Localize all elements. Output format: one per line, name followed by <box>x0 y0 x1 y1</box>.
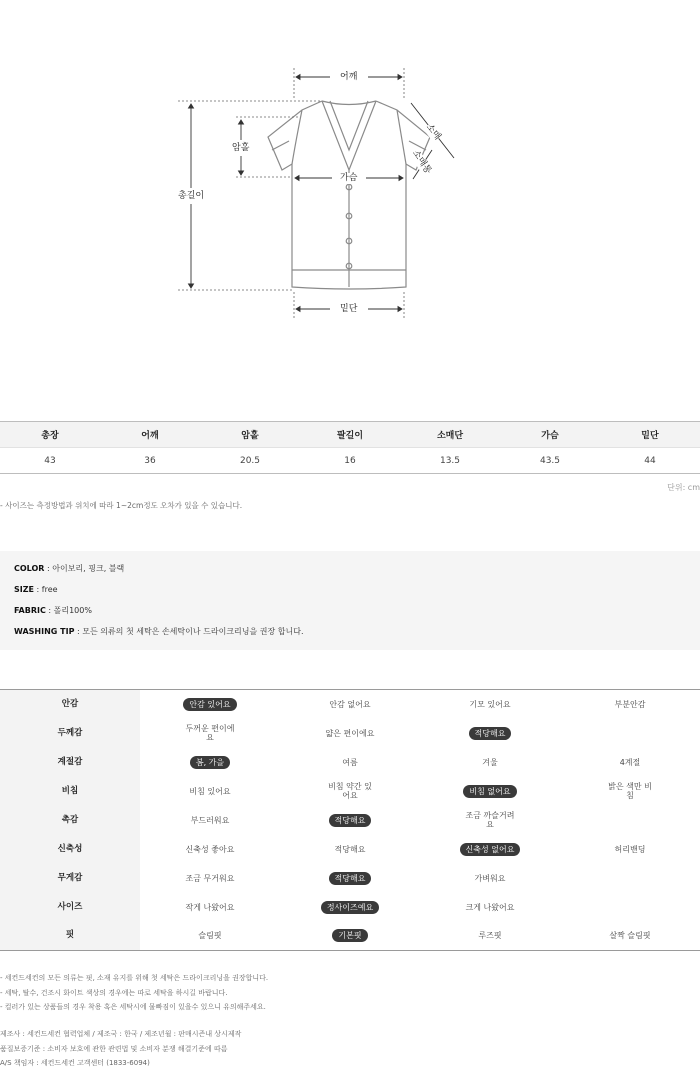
info-washing-value: : 모든 의류의 첫 세탁은 손세탁이나 드라이크리닝을 권장 합니다. <box>74 627 304 636</box>
fit-row <box>0 864 700 893</box>
fit-option-cell <box>280 777 420 806</box>
fit-option: 슬림핏 <box>198 931 222 941</box>
fit-row-label: 핏 <box>0 922 140 951</box>
fit-option-cell <box>280 835 420 864</box>
fit-option-cell <box>140 777 280 806</box>
fit-row <box>0 690 700 719</box>
fit-row-label: 계절감 <box>0 748 140 777</box>
fit-row-label: 무게감 <box>0 864 140 893</box>
fit-option-cell <box>280 806 420 835</box>
size-table <box>0 421 700 474</box>
fit-option-cell <box>560 748 700 777</box>
fit-row <box>0 719 700 748</box>
fit-row <box>0 777 700 806</box>
info-color <box>14 563 700 584</box>
manufacturer-info <box>0 1027 241 1069</box>
fit-option: 크게 나왔어요 <box>465 902 515 912</box>
info-washing-label: WASHING TIP <box>14 627 75 636</box>
fit-option: 루즈핏 <box>478 931 502 941</box>
info-size <box>14 584 700 605</box>
fit-option-cell <box>560 893 700 922</box>
info-fabric-value: : 폴리100% <box>45 606 92 615</box>
fit-option-cell <box>420 922 560 951</box>
fit-row <box>0 893 700 922</box>
fit-option-selected: 비침 없어요 <box>463 785 516 798</box>
care-note: - 세탁, 탈수, 건조시 화이트 색상의 경우에는 따로 세탁을 하시길 바랍니다. <box>0 988 228 997</box>
size-value-cell: 44 <box>600 448 700 474</box>
fit-option: 살짝 슬림핏 <box>609 931 651 941</box>
fit-option: 4계절 <box>619 757 641 767</box>
fit-option-cell <box>280 748 420 777</box>
fit-row-label: 안감 <box>0 690 140 719</box>
fit-option-cell <box>280 719 420 748</box>
fit-option: 부분안감 <box>614 699 646 709</box>
cardigan-illustration <box>0 0 700 400</box>
fit-table <box>0 689 700 951</box>
fit-option-cell <box>420 864 560 893</box>
size-value-cell: 43.5 <box>500 448 600 474</box>
manufacturer-line: A/S 책임자 : 세컨드세컨 고객센터 (1833-6094) <box>0 1059 150 1067</box>
fit-option: 겨울 <box>482 757 498 767</box>
size-header-cell: 암홀 <box>200 422 300 448</box>
fit-option-cell <box>140 690 280 719</box>
size-value-cell: 13.5 <box>400 448 500 474</box>
fit-option-cell <box>280 893 420 922</box>
size-header-cell: 밑단 <box>600 422 700 448</box>
fit-option-cell <box>280 690 420 719</box>
care-notes <box>0 971 268 1015</box>
fit-row <box>0 806 700 835</box>
manufacturer-line: 품질보증기준 : 소비자 보호에 관한 관련법 및 소비자 분쟁 해결기준에 따름 <box>0 1044 228 1053</box>
size-header-cell: 팔길이 <box>300 422 400 448</box>
fit-option: 적당해요 <box>334 844 366 854</box>
fit-row <box>0 748 700 777</box>
fit-option-cell <box>420 690 560 719</box>
fit-option-selected: 봄, 가을 <box>190 756 230 769</box>
fit-option-cell <box>560 835 700 864</box>
fit-option-cell <box>420 719 560 748</box>
diagram-label-shoulder: 어깨 <box>340 72 358 82</box>
fit-option-cell <box>280 922 420 951</box>
fit-option-selected: 정사이즈예요 <box>321 901 379 914</box>
diagram-label-sleeve-width: 소매통 <box>410 148 433 176</box>
care-note: - 컬러가 있는 상품들의 경우 착용 혹은 세탁시에 물빠짐이 있을수 있으니 유의해주세요. <box>0 1003 266 1011</box>
info-size-value: : free <box>34 585 58 594</box>
fit-row-label: 촉감 <box>0 806 140 835</box>
size-value-cell: 43 <box>0 448 100 474</box>
fit-option: 얇은 편이에요 <box>325 728 375 738</box>
size-header-cell: 가슴 <box>500 422 600 448</box>
size-header-cell: 소매단 <box>400 422 500 448</box>
fit-option-cell <box>560 922 700 951</box>
fit-option-cell <box>420 748 560 777</box>
info-washing <box>14 626 700 647</box>
fit-option: 가벼워요 <box>474 873 506 883</box>
fit-option: 밝은 색만 비침 <box>608 782 652 800</box>
size-header-cell: 어깨 <box>100 422 200 448</box>
fit-option: 조금 무거워요 <box>185 873 235 883</box>
fit-option-cell <box>560 806 700 835</box>
diagram-label-hem: 밑단 <box>340 304 358 314</box>
fit-option: 비침 있어요 <box>189 786 231 796</box>
info-size-label: SIZE <box>14 585 35 594</box>
size-table-value-row <box>0 448 700 474</box>
fit-option-cell <box>420 835 560 864</box>
fit-option-selected: 신축성 없어요 <box>460 843 521 856</box>
info-fabric-label: FABRIC <box>14 606 46 615</box>
fit-row-label: 사이즈 <box>0 893 140 922</box>
size-note: - 사이즈는 측정방법과 위치에 따라 1~2cm정도 오차가 있을 수 있습니다. <box>0 501 243 510</box>
size-header-cell: 총장 <box>0 422 100 448</box>
fit-option-cell <box>280 864 420 893</box>
care-note: - 세컨드세컨의 모든 의류는 핏, 소재 유지를 위해 첫 세탁은 드라이크리닝을 권장합니다. <box>0 974 269 982</box>
size-value-cell: 20.5 <box>200 448 300 474</box>
fit-option: 비침 약간 있어요 <box>328 782 372 800</box>
fit-option: 두꺼운 편이에요 <box>185 724 235 742</box>
fit-option: 기모 있어요 <box>469 699 511 709</box>
fit-option-cell <box>420 893 560 922</box>
fit-option: 부드러워요 <box>190 815 230 825</box>
fit-option: 작게 나왔어요 <box>185 902 235 912</box>
fit-option-cell <box>420 806 560 835</box>
fit-option-cell <box>140 893 280 922</box>
fit-option-cell <box>140 748 280 777</box>
fit-option-selected: 적당해요 <box>469 727 512 740</box>
size-unit: 단위: cm <box>667 483 700 492</box>
product-info-box <box>0 551 700 650</box>
diagram-label-total-length: 총길이 <box>178 191 205 201</box>
fit-row-label: 비침 <box>0 777 140 806</box>
size-table-header-row <box>0 422 700 448</box>
info-color-label: COLOR <box>14 564 45 573</box>
fit-option-cell <box>140 719 280 748</box>
manufacturer-line: 제조사 : 세컨드세컨 협력업체 / 제조국 : 한국 / 제조년월 : 판매시즌내 상시제작 <box>0 1030 242 1038</box>
fit-option-cell <box>140 864 280 893</box>
fit-row-label: 두께감 <box>0 719 140 748</box>
size-value-cell: 36 <box>100 448 200 474</box>
fit-row-label: 신축성 <box>0 835 140 864</box>
fit-row <box>0 835 700 864</box>
fit-option-cell <box>420 777 560 806</box>
fit-option: 신축성 좋아요 <box>185 844 235 854</box>
info-fabric <box>14 605 700 626</box>
fit-option: 허리밴딩 <box>614 844 646 854</box>
fit-option: 여름 <box>342 757 358 767</box>
diagram-label-armhole: 암홀 <box>232 143 250 153</box>
size-value-cell: 16 <box>300 448 400 474</box>
fit-option-cell <box>560 864 700 893</box>
fit-option: 조금 까슬거려요 <box>465 811 515 829</box>
fit-option-selected: 안감 있어요 <box>183 698 236 711</box>
fit-option-cell <box>140 922 280 951</box>
fit-row <box>0 922 700 951</box>
fit-option-selected: 적당해요 <box>329 814 372 827</box>
fit-option-cell <box>560 777 700 806</box>
fit-option-cell <box>560 719 700 748</box>
fit-option: 안감 없어요 <box>329 699 371 709</box>
info-color-value: : 아이보리, 핑크, 블랙 <box>44 564 125 573</box>
fit-option-cell <box>560 690 700 719</box>
diagram-label-chest: 가슴 <box>340 173 358 183</box>
fit-option-selected: 적당해요 <box>329 872 372 885</box>
size-diagram <box>0 0 700 400</box>
fit-option-cell <box>140 806 280 835</box>
fit-option-cell <box>140 835 280 864</box>
fit-option-selected: 기본핏 <box>332 929 367 942</box>
diagram-label-sleeve-length: 소매 <box>423 122 443 143</box>
